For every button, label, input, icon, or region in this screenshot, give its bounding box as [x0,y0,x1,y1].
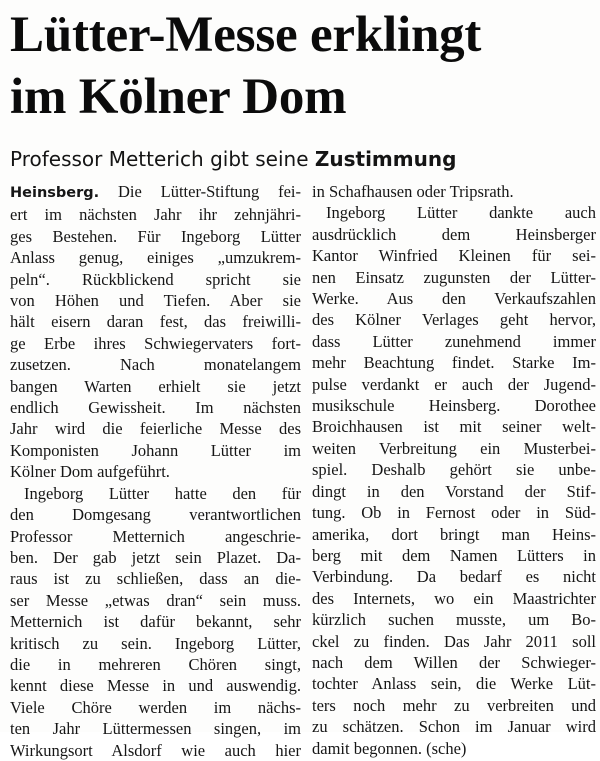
text-line: kritisch zu sein. Ingeborg Lütter, [10,633,301,653]
text-line: Ingeborg Lütter dankte auch [326,203,596,223]
text-line: weiten Verbreitung ein Musterbei- [312,438,596,458]
text-line: Werke. Aus den Verkaufszahlen [312,289,596,309]
text-line: Komponisten Johann Lütter im [10,440,301,460]
text-line: Broichhausen ist mit seiner welt- [312,417,596,437]
text-line: raus ist zu schließen, dass an die- [10,569,301,589]
text-line: dingt in den Vorstand der Stif- [312,481,596,501]
text-line: nach dem Willen der Schwieger- [312,652,596,672]
text-line: amerika, dort bringt man Heins- [312,524,596,544]
text-line: Ingeborg Lütter hatte den für [24,483,301,503]
text-line: ert im nächsten Jahr ihr zehnjähri- [10,205,301,225]
text-line: pulse verdankt er auch der Jugend- [312,374,596,394]
text-line: Kölner Dom aufgeführt. [10,462,170,482]
text-line: ges Bestehen. Für Ingeborg Lütter [10,226,301,246]
text-line: Metternich ist dafür bekannt, sehr [10,612,301,632]
text-line: Viele Chöre werden im nächs- [10,697,301,717]
text-line: peln“. Rückblickend spricht sie [10,269,301,289]
closing-text: damit begonnen. [312,738,422,758]
text-line: ausdrücklich dem Heinsberger [312,224,596,244]
text-line: ters noch mehr zu verbreiten und [312,695,596,715]
text-line: bangen Warten erhielt sie jetzt [10,376,301,396]
headline-line-1: Lütter-Messe erklingt [10,7,482,63]
text-line-content: Die Lütter-Stiftung fei- [99,182,301,201]
text-line: spiel. Deshalb gehört sie unbe- [312,460,596,480]
subheadline-emphasis: Zustimmung [314,147,457,171]
text-line: in Schafhausen oder Tripsrath. [312,182,514,201]
text-line: endlich Gewissheit. Im nächsten [10,398,301,418]
headline-line-2: im Kölner Dom [10,69,347,125]
text-line: ten Jahr Lüttermessen singen, im [10,719,301,739]
text-line: Wirkungsort Alsdorf wie auch hier [10,740,301,760]
text-line: ben. Der gab jetzt sein Plazet. Da- [10,547,301,567]
author-byline: (sche) [426,738,467,758]
text-line: ge Erbe ihres Schwiegervaters fort- [10,333,301,353]
article-column-right [312,181,596,759]
text-line: ckel zu finden. Das Jahr 2011 soll [312,631,596,651]
text-line: zusetzen. Nach monatelangem [10,355,301,375]
final-line [312,738,596,759]
text-line: kürzlich suchen musste, um Bo- [312,610,596,630]
text-line: berg mit dem Namen Lütters in [312,545,596,565]
dateline: Heinsberg. [10,185,100,201]
text-line: Jahr wird die feierliche Messe des [10,419,301,439]
text-line: tung. Ob in Fernost oder in Süd- [312,503,596,523]
text-line: den Domgesang verantwortlichen [10,505,301,525]
text-line: nen Einsatz zugunsten der Lütter- [312,267,596,287]
text-line: ser Messe „etwas dran“ sein muss. [10,590,301,610]
text-line: mehr Beachtung findet. Starke Im- [312,353,596,373]
text-line: die in mehreren Chören singt, [10,654,301,674]
text-line: Kantor Winfried Kleinen für sei- [312,246,596,266]
text-line: Anlass genug, einiges „umzukrem- [10,248,301,268]
text-line: des Kölner Verlages geht hervor, [312,310,596,330]
text-line: des Internets, wo ein Maastrichter [312,588,596,608]
text-line: hält eisern daran fest, das freiwilli- [10,312,301,332]
article-subheadline [10,144,595,174]
text-line: von Höhen und Tiefen. Aber sie [10,291,301,311]
text-line: Verbindung. Da bedarf es nicht [312,567,596,587]
text-line: Professor Metternich angeschrie- [10,526,301,546]
text-line: zu schätzen. Schon im Januar wird [312,717,596,737]
text-line: tochter Anlass sein, die Werke Lüt- [312,674,596,694]
article-headline [10,4,595,128]
text-line: kennt diese Messe in und auswendig. [10,676,301,696]
text-line: musikschule Heinsberg. Dorothee [312,396,596,416]
text-line: dass Lütter zunehmend immer [312,331,596,351]
text-line [10,181,301,204]
article-column-left [10,181,301,761]
subheadline-lead: Professor Metterich gibt seine [10,147,309,171]
